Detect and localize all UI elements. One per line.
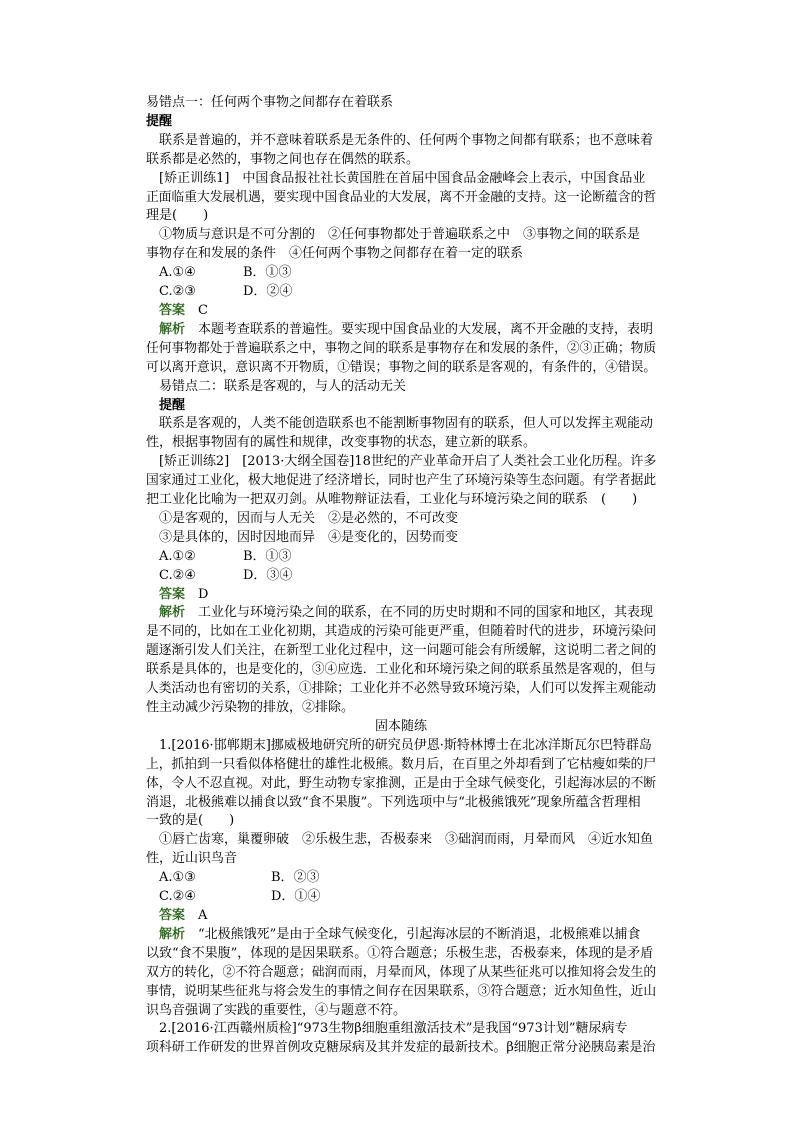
option-d: D．②④ — [243, 284, 293, 300]
section2-analysis-line: 题逐渐引发人们关注，在新型工业化过程中，这一问题可能会有所缓解，这说明二者之间的 — [146, 643, 657, 659]
option-d: D．③④ — [243, 567, 293, 583]
option-c: C.②③ — [159, 284, 196, 300]
section2-analysis-line: 联系是具体的，也是变化的，③④应选．工业化和环境污染之间的联系虽然是客观的，但与 — [146, 662, 657, 678]
q2-line: 2.[2016·江西赣州质检]“973生物β细胞重组激活技术”是我国“973计划”糖尿病专 — [159, 1021, 628, 1037]
answer-label: 答案 — [159, 907, 186, 923]
q1-analysis-line: 事情，说明某些征兆与将会发生的事情之间存在因果联系，③符合题意；近水知鱼性，近山 — [146, 983, 657, 999]
analysis-text: 本题考查联系的普遍性。要实现中国食品业的大发展，离不开金融的支持，表明 — [198, 321, 654, 337]
section1-options-row — [146, 283, 656, 302]
q1-line: 上，抓拍到一只看似体格健壮的雄性北极熊。数月后，在百里之外却看到了它枯瘦如柴的尸 — [146, 756, 657, 772]
section1-analysis-line: 可以离开意识，意识离不开物质，①错误；事物之间的联系是客观的，有条件的，④错误。 — [146, 359, 657, 375]
q1-options-row — [146, 888, 656, 907]
section1-statement-line: 事物存在和发展的条件 ④任何两个事物之间都存在着一定的联系 — [146, 246, 524, 262]
q1-line: 体，令人不忍直视。对此，野生动物专家推测，正是由于全球气候变化，引起海冰层的不断 — [146, 775, 657, 791]
section2-exercise-line: [矫正训练2] [2013·大纲全国卷]18世纪的产业革命开启了人类社会工业化历程。许多 — [158, 454, 657, 470]
document-page — [146, 94, 656, 1058]
option-b: B．②③ — [271, 870, 320, 886]
section2-statement-line: ①是客观的，因而与人无关 ②是必然的，不可改变 — [159, 510, 459, 526]
analysis-label: 解析 — [159, 926, 186, 942]
q1-analysis-line: 以致“食不果腹”，体现的是因果联系。①符合题意；乐极生悲，否极泰来，体现的是矛盾 — [146, 945, 654, 961]
section1-exercise-line: 正面临重大发展机遇，要实现中国食品业的大发展，离不开金融的支持。这一论断蕴含的哲 — [146, 189, 657, 205]
q2-line: 项科研工作研发的世界首例攻克糖尿病及其并发症的最新技术。β细胞正常分泌胰岛素是治 — [146, 1040, 656, 1056]
q1-line: 1.[2016·邯郸期末]挪威极地研究所的研究员伊恩·斯特林博士在北冰洋斯瓦尔巴特群岛 — [159, 737, 652, 753]
section1-analysis-line: 任何事物都处于普遍联系之中，事物之间的联系是事物存在和发展的条件，②③正确；物质 — [146, 340, 657, 356]
section1-analysis-line — [146, 321, 656, 340]
section1-remind-label: 提醒 — [146, 113, 173, 129]
section2-exercise-line: 把工业化比喻为一把双刃剑。从唯物辩证法看，工业化与环境污染之间的联系 ( ) — [146, 492, 638, 508]
option-a: A.①② — [159, 548, 196, 564]
analysis-label: 解析 — [159, 605, 186, 621]
option-b: B．①③ — [243, 265, 292, 281]
section1-exercise-line: [矫正训练1] 中国食品报社社长黄国胜在首届中国食品金融峰会上表示，中国食品业 — [159, 170, 646, 186]
section2-analysis-line: 性主动减少污染物的排放，②排除。 — [146, 700, 355, 715]
analysis-text: 工业化与环境污染之间的联系，在不同的历史时期和不同的国家和地区，其表现 — [198, 605, 654, 621]
analysis-label: 解析 — [159, 321, 186, 337]
section2-statement-line: ③是具体的，因时因地而异 ④是变化的，因势而变 — [159, 529, 459, 545]
q1-line: 一致的是( ) — [146, 813, 235, 829]
option-a: A.①③ — [159, 870, 196, 886]
option-c: C.②④ — [159, 889, 196, 905]
section2-analysis-line — [146, 604, 656, 623]
answer-value: A — [198, 907, 208, 923]
q1-answer — [146, 907, 656, 926]
section1-title: 易错点一：任何两个事物之间都存在着联系 — [146, 95, 394, 110]
section2-exercise-line: 国家通过工业化，极大地促进了经济增长，同时也产生了环境污染等生态问题。有学者据此 — [146, 473, 657, 489]
section2-options-row — [146, 567, 656, 586]
q1-line: 消退，北极熊难以捕食以致“食不果腹”。下列选项中与“北极熊饿死”现象所蕴含哲理相 — [146, 794, 641, 810]
option-b: B．①③ — [243, 548, 292, 564]
section1-exercise-line: 理是( ) — [146, 208, 209, 224]
answer-value: D — [198, 586, 209, 602]
section2-title: 易错点二：联系是客观的，与人的活动无关 — [159, 378, 407, 394]
answer-label: 答案 — [159, 302, 186, 318]
option-a: A.①④ — [159, 265, 196, 281]
q1-analysis-line: 双方的转化，②不符合题意；础润而雨，月晕而风，体现了从某些征兆可以推知将会发生的 — [146, 964, 657, 980]
section1-options-row — [146, 264, 656, 283]
answer-label: 答案 — [159, 586, 186, 602]
q1-analysis-line: 识鸟音强调了实践的重要性，④与题意不符。 — [146, 1002, 407, 1018]
section2-options-row — [146, 548, 656, 567]
section1-answer — [146, 302, 656, 321]
section2-analysis-line: 是不同的，比如在工业化初期，其造成的污染可能更严重，但随着时代的进步，环境污染问 — [146, 624, 657, 640]
section2-analysis-line: 人类活动也有密切的关系，①排除；工业化并不必然导致环境污染，人们可以发挥主观能动 — [146, 681, 657, 697]
answer-value: C — [198, 302, 208, 318]
section1-remind-line: 联系都是必然的，事物之间也存在偶然的联系。 — [146, 151, 420, 167]
q1-analysis-line — [146, 926, 656, 945]
section2-remind-line: 性，根据事物固有的属性和规律，改变事物的状态，建立新的联系。 — [146, 435, 537, 451]
practice-heading: 固本随练 — [374, 718, 427, 734]
q1-statement-line: ①唇亡齿寒，巢覆卵破 ②乐极生悲，否极泰来 ③础润而雨，月晕而风 ④近水知鱼 — [159, 832, 654, 848]
analysis-text: “北极熊饿死”是由于全球气候变化，引起海冰层的不断消退，北极熊难以捕食 — [198, 926, 641, 942]
q1-statement-line: 性，近山识鸟音 — [146, 851, 238, 867]
section2-answer — [146, 586, 656, 605]
section2-remind-label: 提醒 — [159, 397, 186, 413]
q1-options-row — [146, 869, 656, 888]
section1-remind-line: 联系是普遍的，并不意味着联系是无条件的、任何两个事物之间都有联系；也不意味着 — [159, 132, 654, 148]
section1-statement-line: ①物质与意识是不可分割的 ②任何事物都处于普遍联系之中 ③事物之间的联系是 — [159, 227, 641, 243]
option-d: D．①④ — [271, 889, 321, 905]
option-c: C.②④ — [159, 567, 196, 583]
section2-remind-line: 联系是客观的，人类不能创造联系也不能割断事物固有的联系，但人可以发挥主观能动 — [159, 416, 654, 432]
